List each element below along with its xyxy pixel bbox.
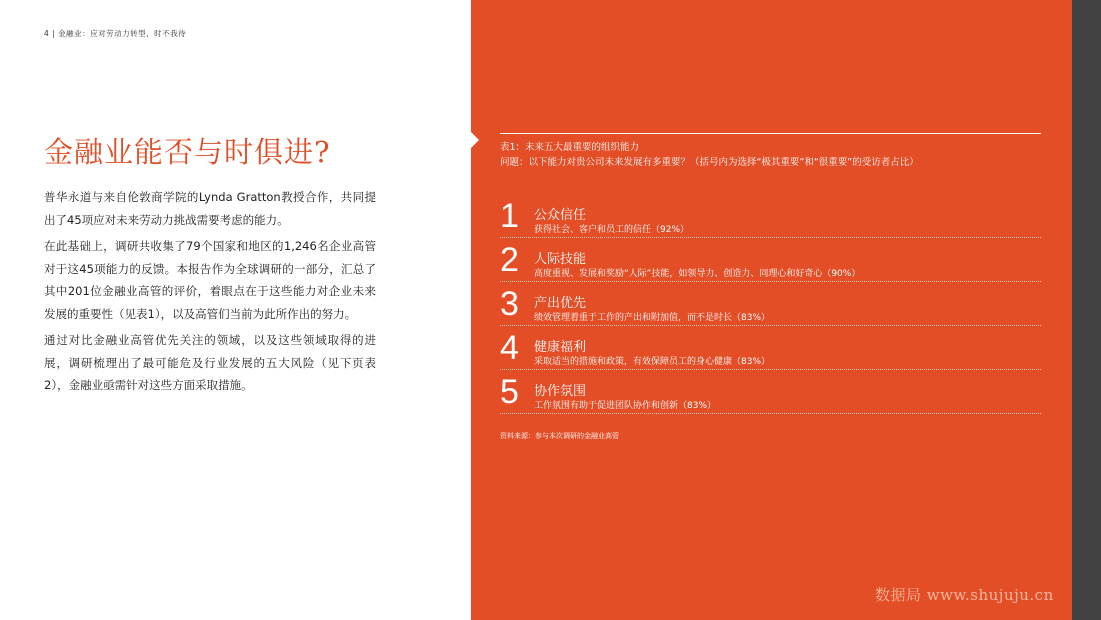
item-number: 1 <box>500 197 519 235</box>
body-text <box>44 186 376 401</box>
table-question: 问题：以下能力对贵公司未来发展有多重要？（括号内为选择“极其重要”和“很重要”的受访者占比） <box>500 157 919 168</box>
item-number: 5 <box>500 373 519 411</box>
source-note: 资料来源：参与本次调研的金融业高管 <box>500 432 619 440</box>
item-description: 工作氛围有助于促进团队协作和创新（83%） <box>534 401 717 411</box>
item-name: 协作氛围 <box>534 384 587 399</box>
pointer-arrow-icon <box>471 132 479 148</box>
list-item <box>500 326 1041 370</box>
item-description: 绩效管理着重于工作的产出和附加值，而不是时长（83%） <box>534 313 771 323</box>
capability-list <box>500 194 1041 414</box>
right-sidebar <box>1072 0 1101 620</box>
list-item <box>500 238 1041 282</box>
table-top-rule <box>500 133 1041 134</box>
paragraph-1: 普华永道与来自伦敦商学院的Lynda Gratton教授合作，共同提出了45项应对未来劳动力挑战需要考虑的能力。 <box>44 190 376 227</box>
list-item <box>500 194 1041 238</box>
page-header: 4 | 金融业：应对劳动力转型，时不我待 <box>44 29 187 38</box>
paragraph-2: 在此基础上，调研共收集了79个国家和地区的1,246名企业高管对于这45项能力的反馈。本报告作为全球调研的一部分，汇总了其中201位金融业高管的评价，着眼点在于这些能力对企业未来发展的重要性（见表1），以及高管们当前为此所作出的努力。 <box>44 239 376 321</box>
item-description: 获得社会、客户和员工的信任（92%） <box>534 225 690 235</box>
paragraph-3: 通过对比金融业高管优先关注的领域，以及这些领域取得的进展，调研梳理出了最可能危及行业发展的五大风险（见下页表2），金融业亟需针对这些方面采取措施。 <box>44 333 376 392</box>
item-description: 采取适当的措施和政策，有效保障员工的身心健康（83%） <box>534 357 771 367</box>
table-title: 表1：未来五大最重要的组织能力 <box>500 142 640 153</box>
watermark: 数据局 www.shujuju.cn <box>875 586 1054 604</box>
item-name: 产出优先 <box>534 296 587 311</box>
item-name: 健康福利 <box>534 340 587 355</box>
item-number: 4 <box>500 329 519 367</box>
item-name: 人际技能 <box>534 252 587 267</box>
list-item <box>500 370 1041 414</box>
item-name: 公众信任 <box>534 208 587 223</box>
list-item <box>500 282 1041 326</box>
page-title: 金融业能否与时俱进? <box>44 135 331 169</box>
item-description: 高度重视、发展和奖励“人际”技能，如领导力、创造力、同理心和好奇心（90%） <box>534 269 861 279</box>
item-number: 2 <box>500 241 519 279</box>
item-number: 3 <box>500 285 519 323</box>
